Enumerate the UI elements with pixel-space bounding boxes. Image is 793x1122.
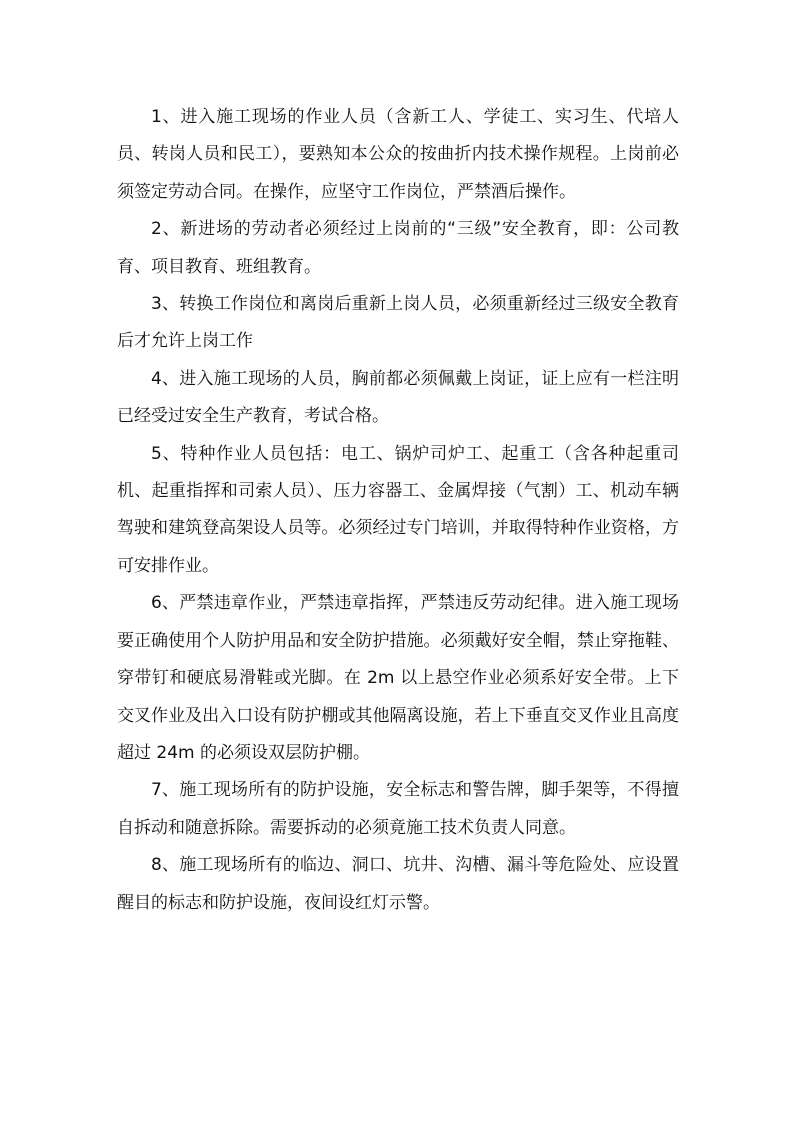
document-body bbox=[117, 99, 679, 922]
paragraph-1: 1、进入施工现场的作业人员（含新工人、学徒工、实习生、代培人员、转岗人员和民工），要熟知本公众的按曲折内技术操作规程。上岗前必须签定劳动合同。在操作，应坚守工作岗位，严禁酒后操作。 bbox=[117, 107, 679, 202]
paragraph-2: 2、新进场的劳动者必须经过上岗前的“三级”安全教育，即：公司教育、项目教育、班组教育。 bbox=[117, 219, 679, 277]
paragraph-4: 4、进入施工现场的人员，胸前都必须佩戴上岗证，证上应有一栏注明已经受过安全生产教育，考试合格。 bbox=[117, 368, 679, 427]
paragraph-6: 6、严禁违章作业，严禁违章指挥，严禁违反劳动纪律。进入施工现场要正确使用个人防护用品和安全防护措施。必须戴好安全帽，禁止穿拖鞋、穿带钉和硬底易滑鞋或光脚。在 2m 以上悬空作业必须系好安全带。上下交叉作业及出入口设有防护棚或其他隔离设施，若上下垂直交叉作业且高度超过 24m 的必须设双层防护棚。 bbox=[117, 593, 679, 763]
paragraph-8: 8、施工现场所有的临边、洞口、坑井、沟槽、漏斗等危险处、应设置醒目的标志和防护设施，夜间设红灯示警。 bbox=[117, 855, 679, 913]
paragraph-7: 7、施工现场所有的防护设施，安全标志和警告牌，脚手架等，不得擅自拆动和随意拆除。需要拆动的必须竟施工技术负责人同意。 bbox=[117, 780, 679, 838]
paragraph-3: 3、转换工作岗位和离岗后重新上岗人员，必须重新经过三级安全教育后才允许上岗工作 bbox=[117, 294, 679, 352]
paragraph-5: 5、特种作业人员包括：电工、锅炉司炉工、起重工（含各种起重司机、起重指挥和司索人员）、压力容器工、金属焊接（气割）工、机动车辆驾驶和建筑登高架设人员等。必须经过专门培训，并取得特种作业资格，方可安排作业。 bbox=[117, 443, 679, 576]
